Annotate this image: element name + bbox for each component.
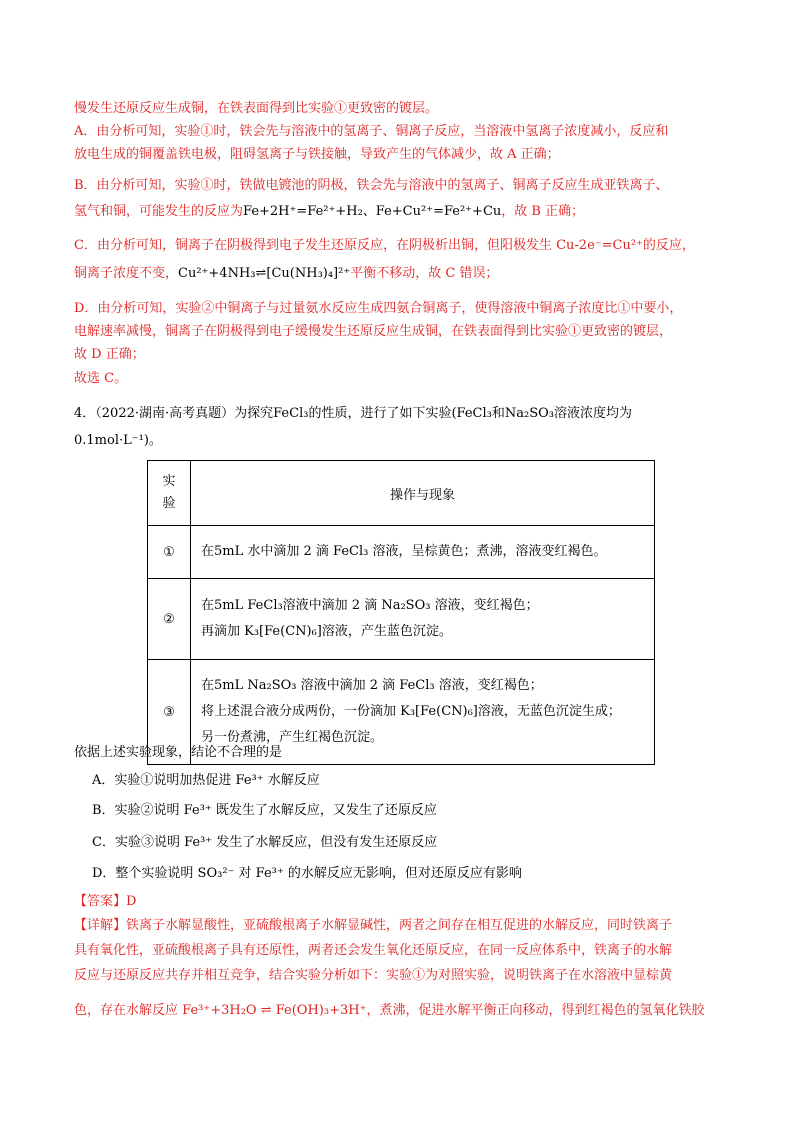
- row-number: ②: [148, 579, 191, 660]
- formula-fecl3: FeCl₃: [273, 406, 309, 421]
- answer-label: 【答案】: [74, 894, 127, 909]
- stem-part-a: 4．（2022·湖南·高考真题）为探究: [74, 406, 274, 421]
- option-c-equation: Cu²⁺+4NH₃⇌[Cu(NH₃)₄]²⁺: [178, 266, 351, 281]
- option-b-text: 氢气和铜，可能发生的反应为: [74, 204, 244, 219]
- option-d-analysis-2: 电解速率减慢，铜离子在阴极得到电子缓慢发生还原反应生成铜，在铁表面得到比实验①更致密的镀层，: [74, 324, 673, 339]
- stem-part-c: 和: [491, 406, 505, 421]
- table-header-operation: 操作与现象: [191, 461, 655, 526]
- detail-line-1: [74, 917, 672, 935]
- row-line: 另一份煮沸，产生红褐色沉淀。: [201, 730, 384, 745]
- option-a-analysis-2: 放电生成的铜覆盖铁电极，阻碍氢离子与铁接触，导致产生的气体减少，故 A 正确；: [74, 147, 560, 162]
- table-row: [148, 526, 655, 579]
- option-d-analysis-1: D．由分析可知，实验②中铜离子与过量氨水反应生成四氨合铜离子，使得溶液中铜离子浓度比①中要小，: [74, 301, 683, 316]
- row-number: ③: [148, 660, 191, 765]
- formula-fecl3-2: FeCl₃: [456, 406, 492, 421]
- row-content: [191, 526, 655, 579]
- experiment-table: [147, 460, 655, 765]
- row-line: 在5mL Na₂SO₃ 溶液中滴加 2 滴 FeCl₃ 溶液，变红褐色；: [201, 678, 543, 693]
- question-prompt: 依据上述实验现象，结论不合理的是: [74, 745, 283, 760]
- conclusion: 故选 C。: [74, 371, 128, 386]
- stem-part-d: 溶液浓度均为: [554, 406, 633, 421]
- table-row: [148, 579, 655, 660]
- option-b-analysis-2: [74, 203, 584, 221]
- formula-na2so3: Na₂SO₃: [504, 406, 554, 421]
- stem-part-b: 的性质，进行了如下实验(: [308, 406, 457, 421]
- row-content: [191, 579, 655, 660]
- row-line: 再滴加 K₃[Fe(CN)₆]溶液，产生蓝色沉淀。: [201, 624, 452, 639]
- option-a: A．实验①说明加热促进 Fe³⁺ 水解反应: [92, 773, 320, 788]
- option-d-analysis-3: 故 D 正确；: [74, 347, 145, 362]
- option-c-analysis-2: [74, 265, 498, 283]
- row-line: 在5mL 水中滴加 2 滴 FeCl₃ 溶液，呈棕黄色；煮沸，溶液变红褐色。: [201, 544, 607, 559]
- row-number: ①: [148, 526, 191, 579]
- detail-line-4: 色，存在水解反应 Fe³⁺+3H₂O ⇌ Fe(OH)₃+3H⁺，煮沸，促进水解平衡正向移动，得到红褐色的氢氧化铁胶: [74, 1003, 705, 1018]
- option-b: B．实验②说明 Fe³⁺ 既发生了水解反应，又发生了还原反应: [92, 803, 437, 818]
- detail-label: 【详解】: [74, 918, 127, 933]
- row-line: 将上述混合液分成两份，一份滴加 K₃[Fe(CN)₆]溶液，无蓝色沉淀生成；: [201, 704, 621, 719]
- option-a-analysis-1: A．由分析可知，实验①时，铁会先与溶液中的氢离子、铜离子反应，当溶液中氢离子浓度减小，反应和: [74, 124, 669, 139]
- option-b-analysis-1: B．由分析可知，实验①时，铁做电镀池的阴极，铁会先与溶液中的氢离子、铜离子反应生成亚铁离子、: [74, 178, 669, 193]
- answer-value: D: [126, 894, 137, 909]
- detail-line-3: 反应与还原反应共存并相互竞争，结合实验分析如下：实验①为对照实验，说明铁离子在水溶液中显棕黄: [74, 968, 673, 983]
- answer-line: [74, 893, 136, 911]
- option-c: C．实验③说明 Fe³⁺ 发生了水解反应，但没有发生还原反应: [92, 835, 438, 850]
- option-b-verdict: ，故 B 正确；: [501, 204, 585, 219]
- question-stem: [74, 405, 632, 423]
- detail-line-2: 具有氧化性，亚硫酸根离子具有还原性，两者还会发生氧化还原反应，在同一反应体系中，铁离子的水解: [74, 943, 673, 958]
- option-b-equation: Fe+2H⁺=Fe²⁺+H₂、Fe+Cu²⁺=Fe²⁺+Cu: [243, 204, 502, 219]
- option-c-analysis-1: C．由分析可知，铜离子在阴极得到电子发生还原反应，在阴极析出铜，但阳极发生 Cu-2e⁻=Cu²⁺的反应，: [74, 238, 695, 253]
- option-d: D．整个实验说明 SO₃²⁻ 对 Fe³⁺ 的水解反应无影响，但对还原反应有影响: [92, 866, 522, 881]
- option-c-verdict: 平衡不移动，故 C 错误；: [350, 266, 499, 281]
- analysis-line-0: 慢发生还原反应生成铜，在铁表面得到比实验①更致密的镀层。: [74, 101, 439, 116]
- option-c-text: 铜离子浓度不变，: [74, 266, 179, 281]
- detail-text: 铁离子水解显酸性，亚硫酸根离子水解显碱性，两者之间存在相互促进的水解反应，同时铁离子: [126, 918, 673, 933]
- question-stem-concentration: 0.1mol·L⁻¹)。: [74, 433, 162, 448]
- row-line: 在5mL FeCl₃溶液中滴加 2 滴 Na₂SO₃ 溶液，变红褐色；: [201, 598, 539, 613]
- table-header-experiment: [148, 461, 191, 526]
- header-experiment-text: 实验: [162, 474, 176, 511]
- table-header-row: [148, 461, 655, 526]
